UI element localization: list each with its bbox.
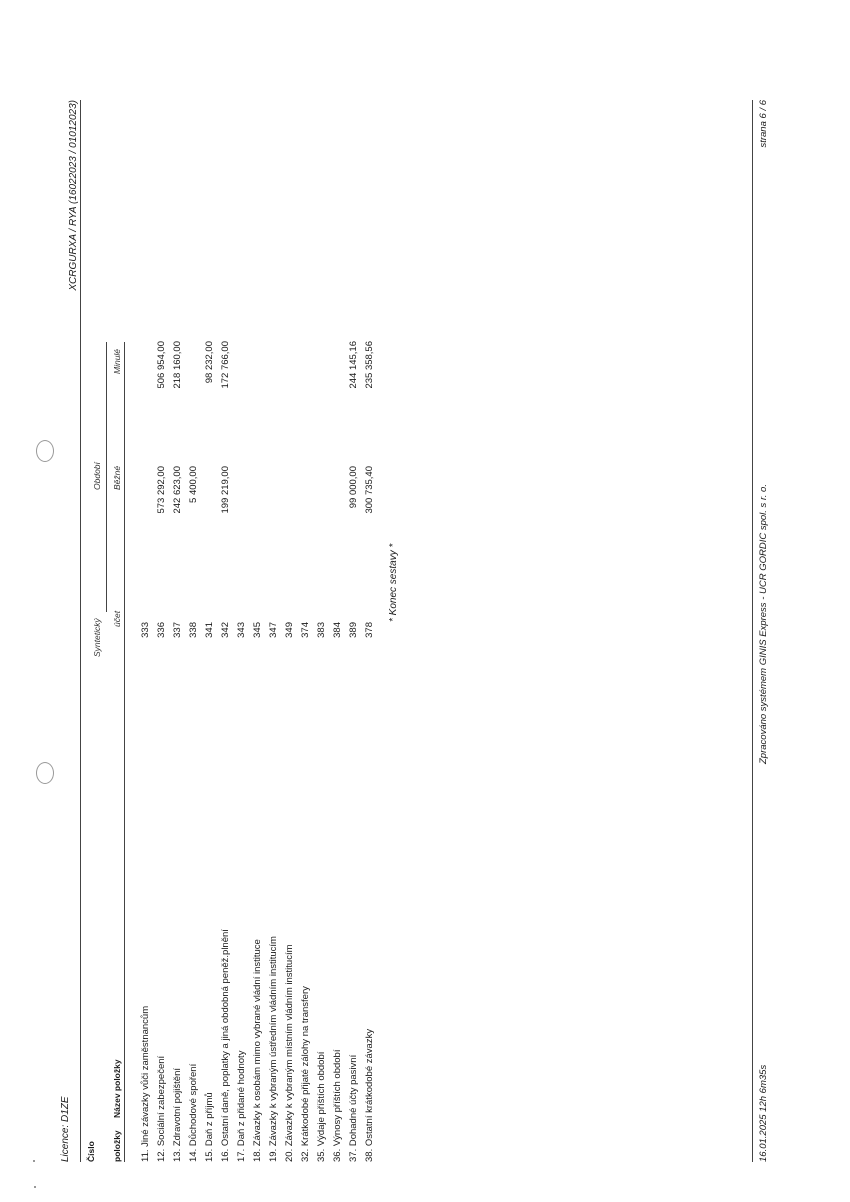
table-row-13-name: 13. Zdravotní pojištění [172, 1068, 183, 1162]
table-row-15-name: 15. Daň z příjmů [204, 1092, 215, 1162]
column-header-cislo: Číslo [86, 1141, 96, 1162]
table-row-12-current: 573 292,00 [156, 466, 167, 514]
column-header-rule [124, 342, 125, 1162]
column-header-minule: Minulé [112, 348, 122, 374]
punch-hole-mark [36, 762, 54, 784]
table-row-14-name: 14. Důchodové spoření [188, 1063, 199, 1162]
table-row-16-account: 342 [220, 622, 231, 638]
table-row-16-name: 16. Ostatní daně, poplatky a jiná obdobná peněž.plnění [220, 929, 231, 1162]
table-row-18-account: 345 [252, 622, 263, 638]
punch-hole-mark [36, 440, 54, 462]
table-row-37-previous: 244 145,16 [348, 341, 359, 389]
footer-datetime: 16.01.2025 12h 6m35s [758, 1064, 769, 1162]
footer-rule [752, 100, 753, 1162]
table-row-11-account: 333 [140, 622, 151, 638]
footer-page-number: strana 6 / 6 [758, 100, 769, 148]
scan-speck [33, 1160, 35, 1162]
licence-label: Licence: D1ZE [60, 1096, 71, 1162]
table-row-36-name: 36. Výnosy příštích období [332, 1049, 343, 1162]
end-of-report-note: * Konec sestavy * [388, 543, 399, 622]
table-row-38-current: 300 735,40 [364, 466, 375, 514]
column-header-nazev: Název položky [112, 1059, 122, 1118]
table-row-13-account: 337 [172, 622, 183, 638]
table-row-13-current: 242 623,00 [172, 466, 183, 514]
table-row-38-name: 38. Ostatní krátkodobé závazky [364, 1028, 375, 1162]
table-row-32-name: 32. Krátkodobé přijaté zálohy na transfery [300, 986, 311, 1162]
column-header-synteticky: Syntetický [92, 618, 102, 657]
table-row-14-account: 338 [188, 622, 199, 638]
column-header-ucet: účet [112, 610, 122, 627]
table-row-17-account: 343 [236, 622, 247, 638]
table-row-17-name: 17. Daň z přidané hodnoty [236, 1050, 247, 1162]
table-row-15-account: 341 [204, 622, 215, 638]
table-row-19-name: 19. Závazky k vybraným ústředním vládním institucím [268, 936, 279, 1162]
table-row-12-account: 336 [156, 622, 167, 638]
table-row-38-account: 378 [364, 622, 375, 638]
table-row-12-name: 12. Sociální zabezpečení [156, 1055, 167, 1162]
table-row-16-previous: 172 766,00 [220, 341, 231, 389]
table-row-37-name: 37. Dohadné účty pasivní [348, 1054, 359, 1162]
table-row-14-current: 5 400,00 [188, 466, 199, 503]
column-header-bezne: Běžné [112, 465, 122, 490]
table-row-13-previous: 218 160,00 [172, 341, 183, 389]
table-row-36-account: 384 [332, 622, 343, 638]
table-row-19-account: 347 [268, 622, 279, 638]
table-row-37-current: 99 000,00 [348, 466, 359, 509]
scan-speck [34, 1186, 36, 1188]
table-row-18-name: 18. Závazky k osobám mimo vybrané vládní instituce [252, 939, 263, 1162]
table-row-16-current: 199 219,00 [220, 466, 231, 514]
footer-system-note: Zpracováno systémem GINIS Express - UCR GORDIC spol. s r. o. [758, 484, 769, 764]
header-rule [80, 100, 81, 1162]
report-reference: XCRGURXA / RYA (16022023 / 01012023) [68, 100, 79, 291]
table-row-20-name: 20. Závazky k vybraným místním vládním institucím [284, 944, 295, 1162]
table-row-32-account: 374 [300, 622, 311, 638]
table-row-35-account: 383 [316, 622, 327, 638]
table-row-38-previous: 235 358,56 [364, 341, 375, 389]
table-row-15-previous: 98 232,00 [204, 341, 215, 384]
table-row-37-account: 389 [348, 622, 359, 638]
table-row-20-account: 349 [284, 622, 295, 638]
column-header-polozky: položky [112, 1130, 122, 1162]
table-row-12-previous: 506 954,00 [156, 341, 167, 389]
table-row-11-name: 11. Jiné závazky vůči zaměstnancům [140, 1005, 151, 1162]
column-header-obdobi: Období [92, 462, 102, 490]
period-header-rule [106, 342, 107, 612]
table-row-35-name: 35. Výdaje příštích období [316, 1051, 327, 1162]
